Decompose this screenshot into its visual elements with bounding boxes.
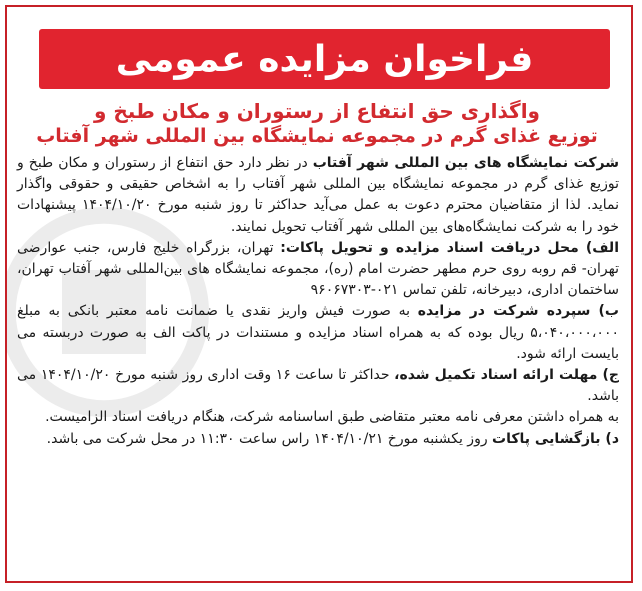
note-paragraph	[17, 407, 619, 428]
section-d-text: روز یکشنبه مورخ ۱۴۰۴/۱۰/۲۱ راس ساعت ۱۱:۳۰ در محل شرکت می باشد.	[46, 430, 493, 447]
intro-text: در نظر دارد حق انتفاع از رستوران و مکان طبخ و توزیع غذای گرم در مجموعه نمایشگاه بین المللی شهر آفتاب را به اشخاص حقیقی و حقوقی واگذار نماید. لذا از متقاضیان محترم دعوت به عمل می‌آید حداکثر تا روز شنبه مورخ ۱۴۰۴/۱۰/۲۰ پیشنهادات خود را به شرکت نمایشگاه‌های بین المللی شهر آفتاب تحویل نمایند.	[17, 155, 619, 235]
ad-frame	[5, 5, 633, 583]
section-b-heading: ب) سپرده شرکت در مزایده	[417, 303, 619, 320]
company-name: شرکت نمایشگاه های بین المللی شهر آفتاب	[312, 155, 620, 171]
section-a-heading: الف) محل دریافت اسناد مزایده و تحویل پاکات:	[280, 239, 619, 256]
section-b-text: به صورت فیش واریز نقدی یا ضمانت نامه معتبر بانکی به مبلغ ۵،۰۴۰،۰۰۰،۰۰۰ ریال بوده که به همراه اسناد مزایده و مستندات در پاکت الف به صورت دربسته می بایست ارائه شود.	[17, 303, 619, 362]
intro-paragraph	[17, 153, 619, 238]
section-c-text: حداکثر تا ساعت ۱۶ وقت اداری روز شنبه مورخ ۱۴۰۴/۱۰/۲۰ می باشد.	[17, 367, 619, 405]
section-c-heading: ج) مهلت ارائه اسناد تکمیل شده،	[394, 367, 619, 384]
header-title: فراخوان مزایده عمومی	[115, 38, 534, 80]
section-a	[17, 238, 619, 302]
note-text: به همراه داشتن معرفی نامه معتبر متقاضی طبق اساسنامه شرکت، هنگام دریافت اسناد الزامیست.	[45, 409, 619, 426]
section-d	[17, 429, 619, 450]
subtitle-line-1: واگذاری حق انتفاع از رستوران و مکان طبخ و	[94, 99, 540, 123]
section-a-text: تهران، بزرگراه خلیج فارس، جنب عوارضی تهران- قم روبه روی حرم مطهر حضرت امام (ره)، مجموعه نمایشگاه های بین‌المللی شهر آفتاب تهران، ساختمان اداری، دبیرخانه، تلفن تماس ۰۲۱-۹۶۰۶۷۳۰۳	[17, 239, 619, 299]
section-b	[17, 301, 619, 365]
subtitle-line-2: توزیع غذای گرم در مجموعه نمایشگاه بین المللی شهر آفتاب	[36, 125, 598, 147]
section-d-heading: د) بازگشایی پاکات	[492, 430, 619, 447]
announcement-body	[17, 153, 619, 450]
header-banner	[39, 29, 610, 89]
section-c	[17, 365, 619, 407]
